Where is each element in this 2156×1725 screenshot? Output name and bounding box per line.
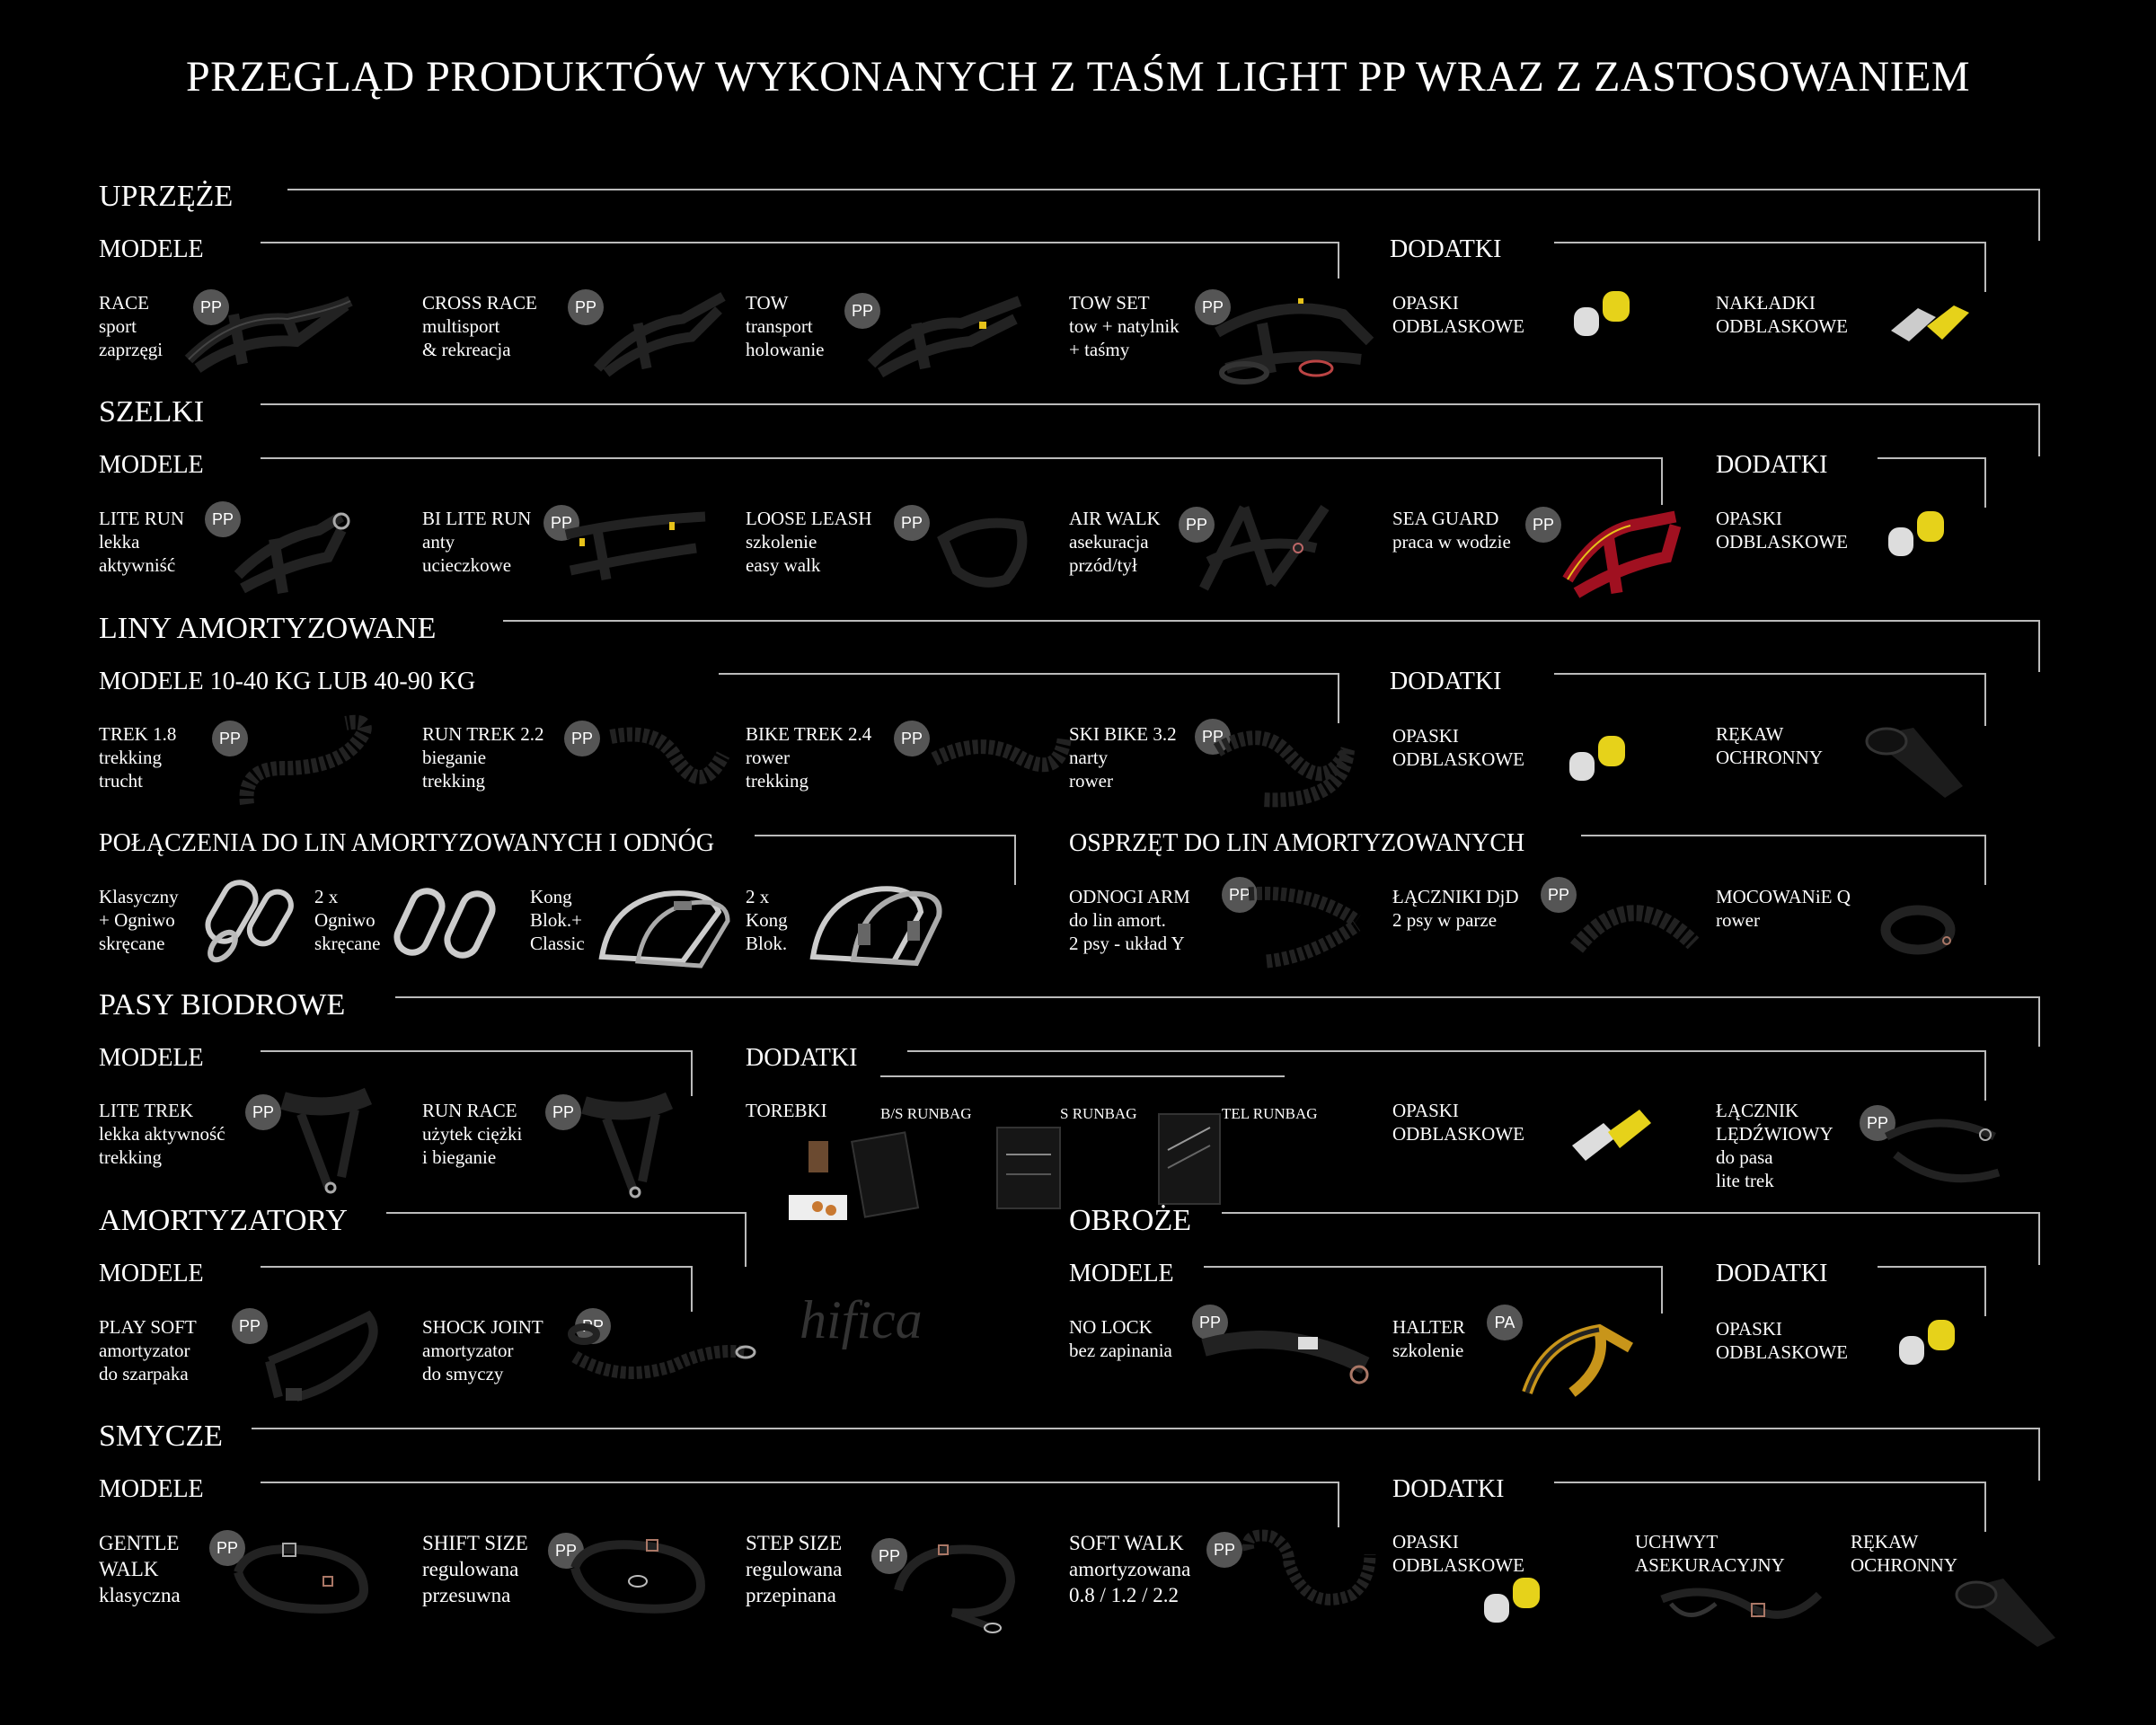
product-lite-trek[interactable]: LITE TREK lekka aktywność trekking — [99, 1100, 225, 1168]
protective-sleeve-image — [1949, 1568, 2057, 1649]
pp-badge: PP — [1192, 1305, 1228, 1340]
runbag-image[interactable] — [782, 1128, 934, 1231]
pp-badge: PP — [894, 505, 930, 541]
product-shock-joint[interactable]: SHOCK JOINT amortyzator do smyczy — [422, 1316, 543, 1384]
section-obroze: OBROŻE — [1069, 1204, 1191, 1237]
pp-badge: PP — [1206, 1532, 1242, 1568]
addon-opaski[interactable]: OPASKI ODBLASKOWE — [1392, 292, 1524, 337]
halter-image — [1509, 1312, 1639, 1402]
leash-image — [889, 1527, 1020, 1635]
pp-badge: PP — [1179, 507, 1215, 543]
product-run-trek[interactable]: RUN TREK 2.2 bieganie trekking — [422, 723, 544, 792]
waist-belt-image — [278, 1087, 377, 1195]
pp-badge: PP — [1860, 1105, 1895, 1141]
waist-belt-image — [579, 1092, 678, 1199]
uprzeze-modele-heading: MODELE — [99, 235, 204, 263]
bungee-leg-image — [1240, 876, 1370, 975]
product-bike-trek[interactable]: BIKE TREK 2.4 rower trekking — [746, 723, 872, 792]
harness-image — [180, 288, 359, 377]
product-loose-leash[interactable]: LOOSE LEASH szkolenie easy walk — [746, 508, 872, 576]
pp-badge: PP — [1195, 719, 1231, 755]
pp-badge: PP — [894, 721, 930, 756]
product-no-lock[interactable]: NO LOCK bez zapinania — [1069, 1316, 1172, 1361]
watermark-logo: hifica — [800, 1290, 923, 1349]
product-ski-bike[interactable]: SKI BIKE 3.2 narty rower — [1069, 723, 1177, 792]
pp-badge: PP — [568, 289, 604, 325]
quick-link-image — [395, 885, 503, 961]
bungee-line-image — [1208, 714, 1356, 818]
connector-kong-2[interactable]: 2 x Kong Blok. — [746, 886, 788, 954]
section-amortyzatory: AMORTYZATORY — [99, 1204, 348, 1237]
addon-uchwyt[interactable]: UCHWYT ASEKURACYJNY — [1635, 1531, 1785, 1576]
pp-badge: PP — [232, 1308, 268, 1344]
addon-rekaw[interactable]: RĘKAW OCHRONNY — [1716, 723, 1824, 768]
product-tow-set[interactable]: TOW SET tow + natylnik + taśmy — [1069, 292, 1180, 360]
safety-handle-image — [1653, 1577, 1824, 1635]
pp-badge: PP — [1541, 877, 1577, 913]
product-bi-lite-run[interactable]: BI LITE RUN anty ucieczkowe — [422, 508, 532, 576]
carabiner-image — [198, 876, 296, 970]
product-cross-race[interactable]: CROSS RACE multisport & rekreacja — [422, 292, 537, 360]
product-race[interactable]: RACE sport zaprzęgi — [99, 292, 163, 360]
product-halter[interactable]: HALTER szkolenie — [1392, 1316, 1465, 1361]
harness-image — [1559, 508, 1684, 597]
runbag-image[interactable] — [1154, 1101, 1226, 1208]
obroze-dodatki-heading: DODATKI — [1716, 1260, 1828, 1287]
harness-image — [229, 503, 355, 602]
runbag-image[interactable] — [993, 1119, 1065, 1217]
page-title: PRZEGLĄD PRODUKTÓW WYKONANYCH Z TAŚM LIGHT PP WRAZ Z ZASTOSOWANIEM — [185, 53, 1971, 101]
pp-badge: PP — [545, 1094, 581, 1130]
liny-dodatki-heading: DODATKI — [1390, 668, 1502, 695]
shock-absorber-image — [261, 1307, 386, 1411]
amortyzatory-modele-heading: MODELE — [99, 1260, 204, 1287]
addon-opaski[interactable]: OPASKI ODBLASKOWE — [1392, 1531, 1524, 1576]
reflective-band-image — [1568, 1105, 1653, 1168]
pp-badge: PP — [564, 721, 600, 756]
product-trek[interactable]: TREK 1.8 trekking trucht — [99, 723, 177, 792]
pp-badge: PP — [844, 293, 880, 329]
addon-lacznik[interactable]: ŁĄCZNIK LĘDŹWIOWY do pasa lite trek — [1716, 1100, 1833, 1191]
section-liny: LINY AMORTYZOWANE — [99, 612, 437, 645]
harness-image — [934, 508, 1033, 593]
pp-badge: PP — [575, 1308, 611, 1344]
pa-badge: PA — [1487, 1305, 1523, 1340]
product-shift-size[interactable]: SHIFT SIZE regulowana przesuwna — [422, 1532, 528, 1606]
pp-badge: PP — [1195, 289, 1231, 325]
product-tow[interactable]: TOW transport holowanie — [746, 292, 825, 360]
harness-image — [593, 288, 728, 377]
harness-image — [561, 508, 710, 588]
bike-mount-image — [1882, 903, 1954, 957]
connector-klasyczny[interactable]: Klasyczny + Ogniwo skręcane — [99, 886, 179, 954]
pp-badge: PP — [209, 1530, 245, 1566]
product-sea-guard[interactable]: SEA GUARD praca w wodzie — [1392, 508, 1511, 553]
uprzeze-dodatki-heading: DODATKI — [1390, 235, 1502, 263]
pp-badge: PP — [193, 289, 229, 325]
smycze-modele-heading: MODELE — [99, 1475, 204, 1503]
reflective-band-image — [1886, 508, 1949, 562]
pp-badge: PP — [871, 1538, 907, 1574]
smycze-dodatki-heading: DODATKI — [1392, 1475, 1505, 1503]
addon-opaski[interactable]: OPASKI ODBLASKOWE — [1716, 508, 1848, 553]
protective-sleeve-image — [1860, 719, 1967, 800]
addon-rekaw[interactable]: RĘKAW OCHRONNY — [1851, 1531, 1958, 1576]
addon-nakladki[interactable]: NAKŁADKI ODBLASKOWE — [1716, 292, 1848, 337]
s-runbag-label: S RUNBAG — [1060, 1105, 1137, 1122]
pp-badge: PP — [1222, 877, 1258, 913]
accessory-odnogi[interactable]: ODNOGI ARM do lin amort. 2 psy - układ Y — [1069, 886, 1190, 954]
product-run-race[interactable]: RUN RACE użytek ciężki i bieganie — [422, 1100, 523, 1168]
product-soft-walk[interactable]: SOFT WALK amortyzowana 0.8 / 1.2 / 2.2 — [1069, 1532, 1191, 1606]
szelki-dodatki-heading: DODATKI — [1716, 451, 1828, 479]
pp-badge: PP — [1525, 507, 1561, 543]
bs-runbag-label: B/S RUNBAG — [880, 1105, 972, 1122]
product-step-size[interactable]: STEP SIZE regulowana przepinana — [746, 1532, 843, 1606]
section-uprzeze: UPRZĘŻE — [99, 180, 234, 213]
szelki-modele-heading: MODELE — [99, 451, 204, 479]
harness-set-image — [1208, 288, 1374, 386]
product-lite-run[interactable]: LITE RUN lekka aktywniść — [99, 508, 185, 576]
obroze-modele-heading: MODELE — [1069, 1260, 1174, 1287]
leash-image — [229, 1527, 373, 1622]
pasy-modele-heading: MODELE — [99, 1044, 204, 1072]
kong-carabiner-image — [593, 885, 732, 970]
coupler-image — [1568, 889, 1702, 957]
accessory-mocowanie[interactable]: MOCOWANiE Q rower — [1716, 886, 1851, 931]
bungee-line-image — [925, 719, 1074, 809]
leash-image — [1235, 1527, 1379, 1626]
reflective-band-image — [1568, 732, 1630, 786]
pp-badge: PP — [212, 721, 248, 756]
section-szelki: SZELKI — [99, 395, 205, 429]
bungee-line-image — [238, 714, 373, 813]
leash-image — [566, 1527, 710, 1622]
polaczenia-heading: POŁĄCZENIA DO LIN AMORTYZOWANYCH I ODNÓG — [99, 829, 715, 857]
reflective-band-image — [1572, 288, 1635, 341]
reflective-band-image — [1482, 1574, 1545, 1628]
pp-badge: PP — [543, 505, 579, 541]
shock-absorber-image — [566, 1312, 759, 1402]
osprzet-heading: OSPRZĘT DO LIN AMORTYZOWANYCH — [1069, 829, 1525, 857]
lumbar-connector-image — [1878, 1110, 2008, 1195]
tel-runbag-label: TEL RUNBAG — [1222, 1105, 1318, 1122]
pp-badge: PP — [205, 501, 241, 537]
kong-carabiner-image — [804, 880, 948, 970]
reflective-cover-image — [1886, 304, 1972, 344]
accessory-laczniki[interactable]: ŁĄCZNIKI DjD 2 psy w parze — [1392, 886, 1519, 931]
liny-modele-heading: MODELE 10-40 KG LUB 40-90 KG — [99, 668, 476, 695]
section-smycze: SMYCZE — [99, 1420, 223, 1453]
section-pasy: PASY BIODROWE — [99, 988, 346, 1022]
connector-ogniwo[interactable]: 2 x Ogniwo skręcane — [314, 886, 381, 954]
product-play-soft[interactable]: PLAY SOFT amortyzator do szarpaka — [99, 1316, 197, 1384]
torebki-label: TOREBKI — [746, 1100, 827, 1121]
pasy-dodatki-heading: DODATKI — [746, 1044, 858, 1072]
pp-badge: PP — [548, 1533, 584, 1569]
addon-opaski[interactable]: OPASKI ODBLASKOWE — [1716, 1318, 1848, 1363]
reflective-band-image — [1897, 1316, 1960, 1370]
collar-image — [1195, 1321, 1374, 1388]
product-air-walk[interactable]: AIR WALK asekuracja przód/tył — [1069, 508, 1161, 576]
harness-image — [862, 288, 1024, 377]
harness-image — [1190, 499, 1334, 602]
addon-opaski[interactable]: OPASKI ODBLASKOWE — [1392, 1100, 1524, 1145]
bungee-line-image — [602, 719, 732, 809]
addon-opaski[interactable]: OPASKI ODBLASKOWE — [1392, 725, 1524, 770]
product-gentle-walk[interactable]: GENTLE WALK klasyczna — [99, 1532, 181, 1606]
pp-badge: PP — [245, 1094, 281, 1130]
connector-kong-blok[interactable]: Kong Blok.+ Classic — [530, 886, 585, 954]
